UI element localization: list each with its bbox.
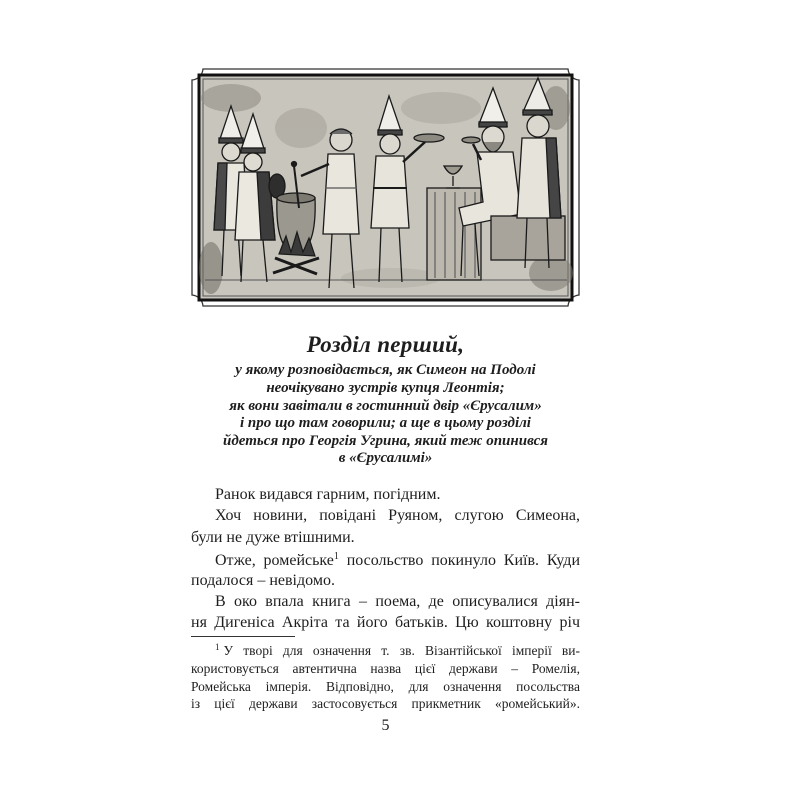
- body-line: Хоч новини, повідані Руяном, слугою Симеона,: [215, 507, 580, 524]
- footnote-line: користовується автентична назва цієї держави – Ромелія,: [191, 661, 580, 676]
- body-line: ня Дигеніса Акріта та його батьків. Цю коштовну річ: [191, 614, 580, 631]
- footnote-line: [215, 642, 580, 660]
- chapter-subtitle-line: як вони завітали в гостинний двір «Єрусалим»: [229, 398, 542, 414]
- chapter-subtitle-line: і про що там говорили; а ще в цьому розділі: [240, 415, 531, 431]
- body-line: [215, 551, 580, 571]
- body-line: були не дуже втішними.: [191, 529, 355, 546]
- chapter-title: Розділ перший,: [306, 332, 465, 357]
- body-line: В око впала книга – поема, де описувалися діян-: [215, 593, 580, 610]
- chapter-subtitle-line: неочікувано зустрів купця Леонтія;: [266, 380, 505, 396]
- chapter-illustration: [191, 68, 580, 307]
- footnote-reference[interactable]: 1: [333, 551, 339, 562]
- bowl-icon: [414, 134, 444, 142]
- page-number: 5: [381, 717, 390, 734]
- body-line: Ранок видався гарним, погідним.: [215, 486, 441, 503]
- footnote-separator: [191, 636, 295, 637]
- chapter-subtitle-line: у якому розповідається, як Симеон на Подолі: [235, 362, 536, 378]
- footnote-marker: 1: [215, 642, 220, 652]
- bench: [491, 216, 565, 260]
- body-line: подалося – невідомо.: [191, 572, 335, 589]
- footnote-text: У творі для означення т. зв. Візантійської імперії ви-: [223, 643, 580, 658]
- footnote-line: Ромейська імперія. Відповідно, для означення посольства: [191, 679, 580, 694]
- footnote-line: із цієї держави застосовується прикметник «ромейський».: [191, 696, 580, 711]
- chapter-subtitle-line: в «Єрусалимі»: [338, 450, 433, 466]
- chapter-subtitle-line: йдеться про Георгія Угрина, який теж опинився: [223, 433, 548, 449]
- body-text: посольство покинуло Київ. Куди: [338, 552, 580, 569]
- body-text: Отже, ромейське: [215, 552, 334, 569]
